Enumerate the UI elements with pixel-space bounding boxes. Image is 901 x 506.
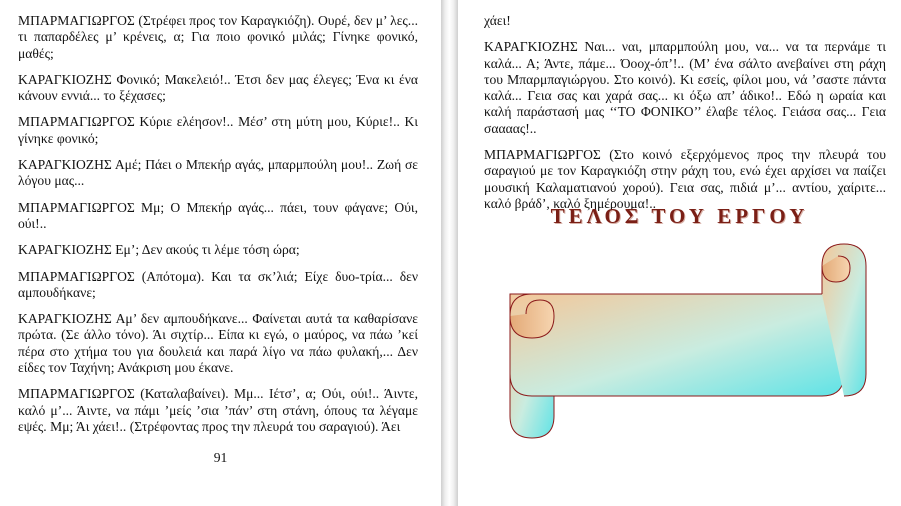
paragraph: ΚΑΡΑΓΚΙΟΖΗΣ Ναι... ναι, μπαρμπούλη μου, να... να τα περνάμε τι καλά... Α; Άντε, πάμε... Όοοχ-όπ’!.. (Μ’ ένα σάλτο ανεβαίνει στη ράχη του Μπαρμπαγιώργου. Στο κοινό). Κι εσείς, φίλοι μου, νά ’σαστε πάντα καλά... Γεια σας και χαρά σας... κι όξω απ’ άδικο!.. Εδώ η ωραία και καλή παράστασή μας ‘‘ΤΟ ΦΟΝΙΚΟ’’ έλαβε τέλος. Γειάσα σας... Γεια σαααας!.. <box>484 39 886 136</box>
right-page <box>458 0 901 506</box>
paragraph: ΚΑΡΑΓΚΙΟΖΗΣ Φονικό; Μακελειό!.. Έτσι δεν μας έλεγες; Ένα κι ένα κάνουν εννιά... το ξέχασες; <box>18 71 418 104</box>
paragraph: ΜΠΑΡΜΑΓΙΩΡΓΟΣ (Απότομα). Και τα σκ’λιά; Είχε δυο-τρία... δεν αμπουδήκανε; <box>18 268 418 300</box>
paragraph: χάει! <box>484 13 511 28</box>
left-page <box>0 0 441 506</box>
paragraph: ΚΑΡΑΓΚΙΟΖΗΣ Αμ’ δεν αμπουδήκανε... Φαίνεται αυτά τα καθαρίσανε πρώτα. (Σε άλλο τόνο). Άι σιχτίρ... Είπα κι εγώ, ο μαύρος, να πάω ’κεί πέρα στο χτήμα του για δουλειά και παρά λίγο να πάω φυλακή,... Δεν είδες τον Ταχήνη; Ανάκριση μου έκανε. <box>18 311 418 376</box>
paragraph: ΚΑΡΑΓΚΙΟΖΗΣ Αμέ; Πάει ο Μπεκήρ αγάς, μπαρμπούλη μου!.. Ζωή σε λόγου μας... <box>18 157 418 189</box>
paragraph: ΜΠΑΡΜΑΓΙΩΡΓΟΣ (Στο κοινό εξερχόμενος προς την πλευρά του σαραγιού με τον Καραγκιόζη στην ράχη του, ενώ έχει αρχίσει να παίζει μουσική Καλαματιανού χορού). Γεια σας, πιδιά μ’... αντίου, χαίριτε... καλό βράδ’, καλό ξημέρουμα!.. <box>484 147 886 211</box>
paragraph: ΜΠΑΡΜΑΓΙΩΡΓΟΣ Κύριε ελέησον!.. Μέσ’ στη μύτη μου, Κύριε!.. Κι γίνηκε φονικό; <box>18 114 418 146</box>
end-title: ΤΕΛΟΣ ΤΟΥ ΕΡΓΟΥ <box>550 204 809 228</box>
left-page-text <box>18 13 418 445</box>
paragraph: ΜΠΑΡΜΑΓΙΩΡΓΟΣ (Καταλαβαίνει). Μμ... Ιέτσ’, α; Ούι, ούι!.. Άιντε, καλό μ’... Άιντε, να πάμι ’μείς ’σια ’πάν’ στη στάνη, όπους τα λέγαμε εψές. Μμ; Άι χάει!.. (Στρέφοντας προς την πλευρά του σαραγιού). Άει <box>18 386 418 434</box>
paragraph: ΜΠΑΡΜΑΓΙΩΡΓΟΣ (Στρέφει προς τον Καραγκιόζη). Ουρέ, δεν μ’ λες... τι παπαρδέλες μ’ κρένεις, α; Για ποιο φονικό μιλάς; Γίνηκε φονικό, μαθές; <box>18 13 418 61</box>
page-number: 91 <box>213 450 228 465</box>
scroll-banner-image <box>496 238 872 450</box>
page-gutter <box>441 0 458 506</box>
paragraph: ΜΠΑΡΜΑΓΙΩΡΓΟΣ Μμ; Ο Μπεκήρ αγάς... πάει, τουν φάγανε; Ούι, ούι!.. <box>18 199 418 231</box>
right-page-text <box>484 13 886 222</box>
paragraph: ΚΑΡΑΓΚΙΟΖΗΣ Εμ’; Δεν ακούς τι λέμε τόση ώρα; <box>18 242 300 258</box>
